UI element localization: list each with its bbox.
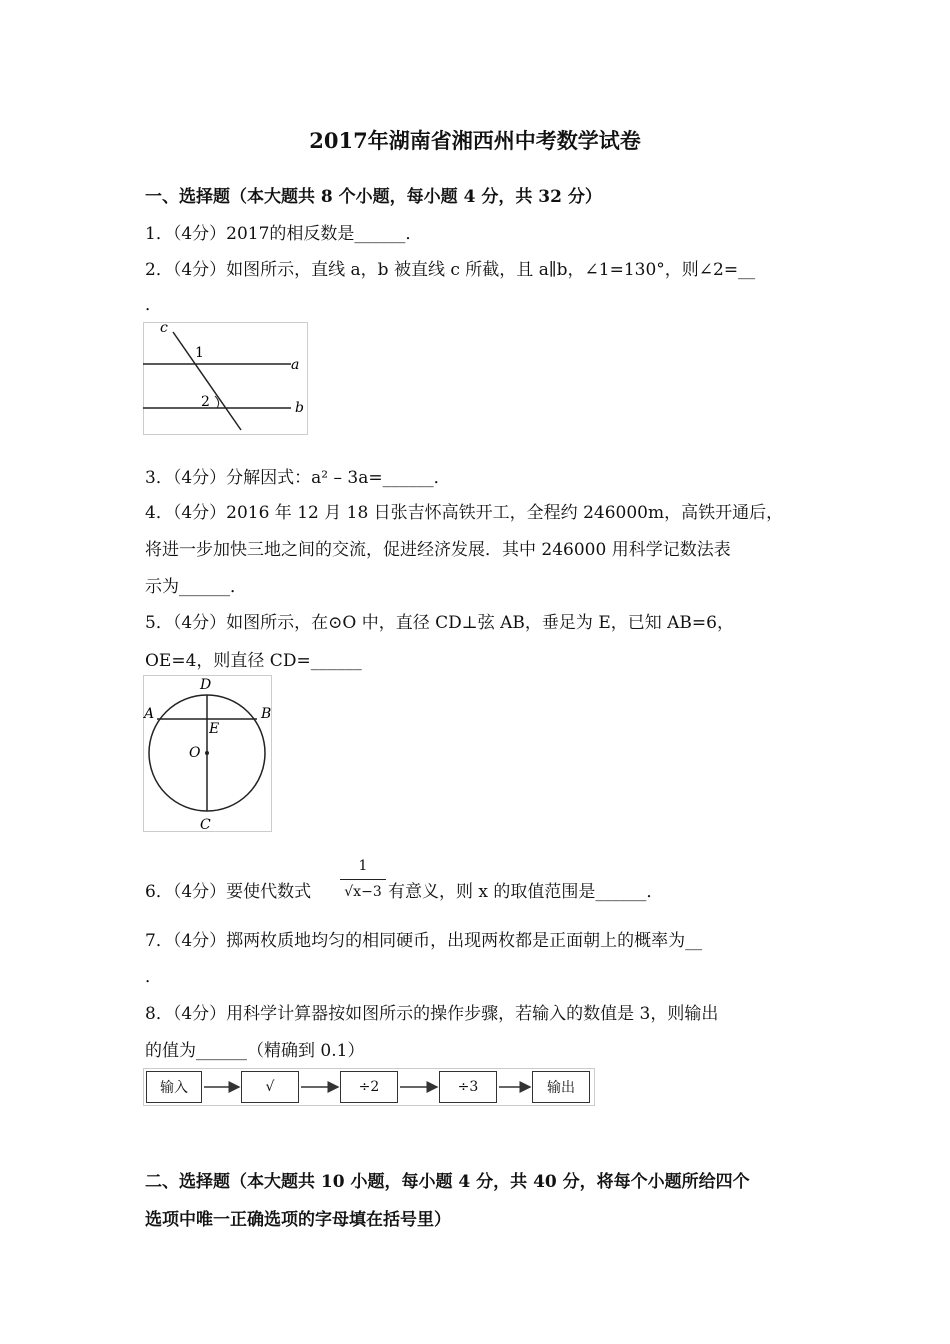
question-1: 1．（4分）2017的相反数是______． [145, 224, 423, 244]
question-3: 3．（4分）分解因式：a² – 3a=______． [145, 468, 451, 488]
label-b: B [261, 706, 272, 722]
circle-figure [143, 675, 273, 833]
question-6-after: 有意义，则 x 的取值范围是______． [388, 882, 664, 902]
label-c: c [160, 322, 168, 336]
fraction-bar [340, 879, 386, 880]
fraction-numerator: 1 [358, 858, 368, 874]
question-7: 7．（4分）掷两枚质地均匀的相同硬币，出现两枚都是正面朝上的概率为__ [145, 931, 703, 951]
question-4-cont2: 示为______． [145, 577, 247, 597]
question-6-before: 6．（4分）要使代数式 [145, 882, 312, 902]
line-c [173, 332, 241, 430]
question-4-cont: 将进一步加快三地之间的交流，促进经济发展．其中 246000 用科学记数法表 [145, 540, 731, 560]
label-a: A [144, 706, 155, 722]
section-1-heading: 一、选择题（本大题共 8 个小题，每小题 4 分，共 32 分） [145, 187, 602, 207]
label-d: D [200, 677, 212, 693]
flow-box-input: 输入 [146, 1071, 202, 1103]
section-2-heading-cont: 选项中唯一正确选项的字母填在括号里） [145, 1210, 451, 1230]
flow-arrows [144, 1069, 596, 1107]
page-title: 2017年湖南省湘西州中考数学试卷 [309, 128, 641, 153]
fraction-denominator: √x−3 [344, 884, 382, 900]
question-8-cont: 的值为______（精确到 0.1） [145, 1041, 365, 1061]
label-o: O [189, 745, 201, 761]
label-a: a [291, 357, 300, 373]
question-5-cont: OE=4，则直径 CD=______ [145, 651, 362, 671]
question-4: 4．（4分）2016 年 12 月 18 日张吉怀高铁开工，全程约 246000m，高铁开通后， [145, 503, 784, 523]
flow-box-sqrt: √ [241, 1071, 299, 1103]
section-2-heading: 二、选择题（本大题共 10 小题，每小题 4 分，共 40 分，将每个小题所给四个 [145, 1172, 750, 1192]
question-2-cont: ． [145, 295, 162, 315]
label-2: 2 [201, 394, 210, 410]
flow-box-output: 输出 [532, 1071, 590, 1103]
question-7-cont: ． [145, 967, 162, 987]
label-e: E [209, 721, 220, 737]
parallel-lines-figure [143, 322, 309, 436]
flow-box-divide-2: ÷2 [340, 1071, 398, 1103]
label-c: C [200, 817, 211, 833]
label-1: 1 [195, 345, 204, 361]
flow-box-divide-3: ÷3 [439, 1071, 497, 1103]
calculator-flowchart [143, 1068, 595, 1106]
question-5: 5．（4分）如图所示，在⊙O 中，直径 CD⊥弦 AB，垂足为 E，已知 AB=6， [145, 613, 734, 633]
label-b: b [295, 400, 304, 416]
question-2: 2．（4分）如图所示，直线 a，b 被直线 c 所截，且 a∥b，∠1=130°，则∠2=__ [145, 260, 756, 280]
question-8: 8．（4分）用科学计算器按如图所示的操作步骤，若输入的数值是 3，则输出 [145, 1004, 719, 1024]
